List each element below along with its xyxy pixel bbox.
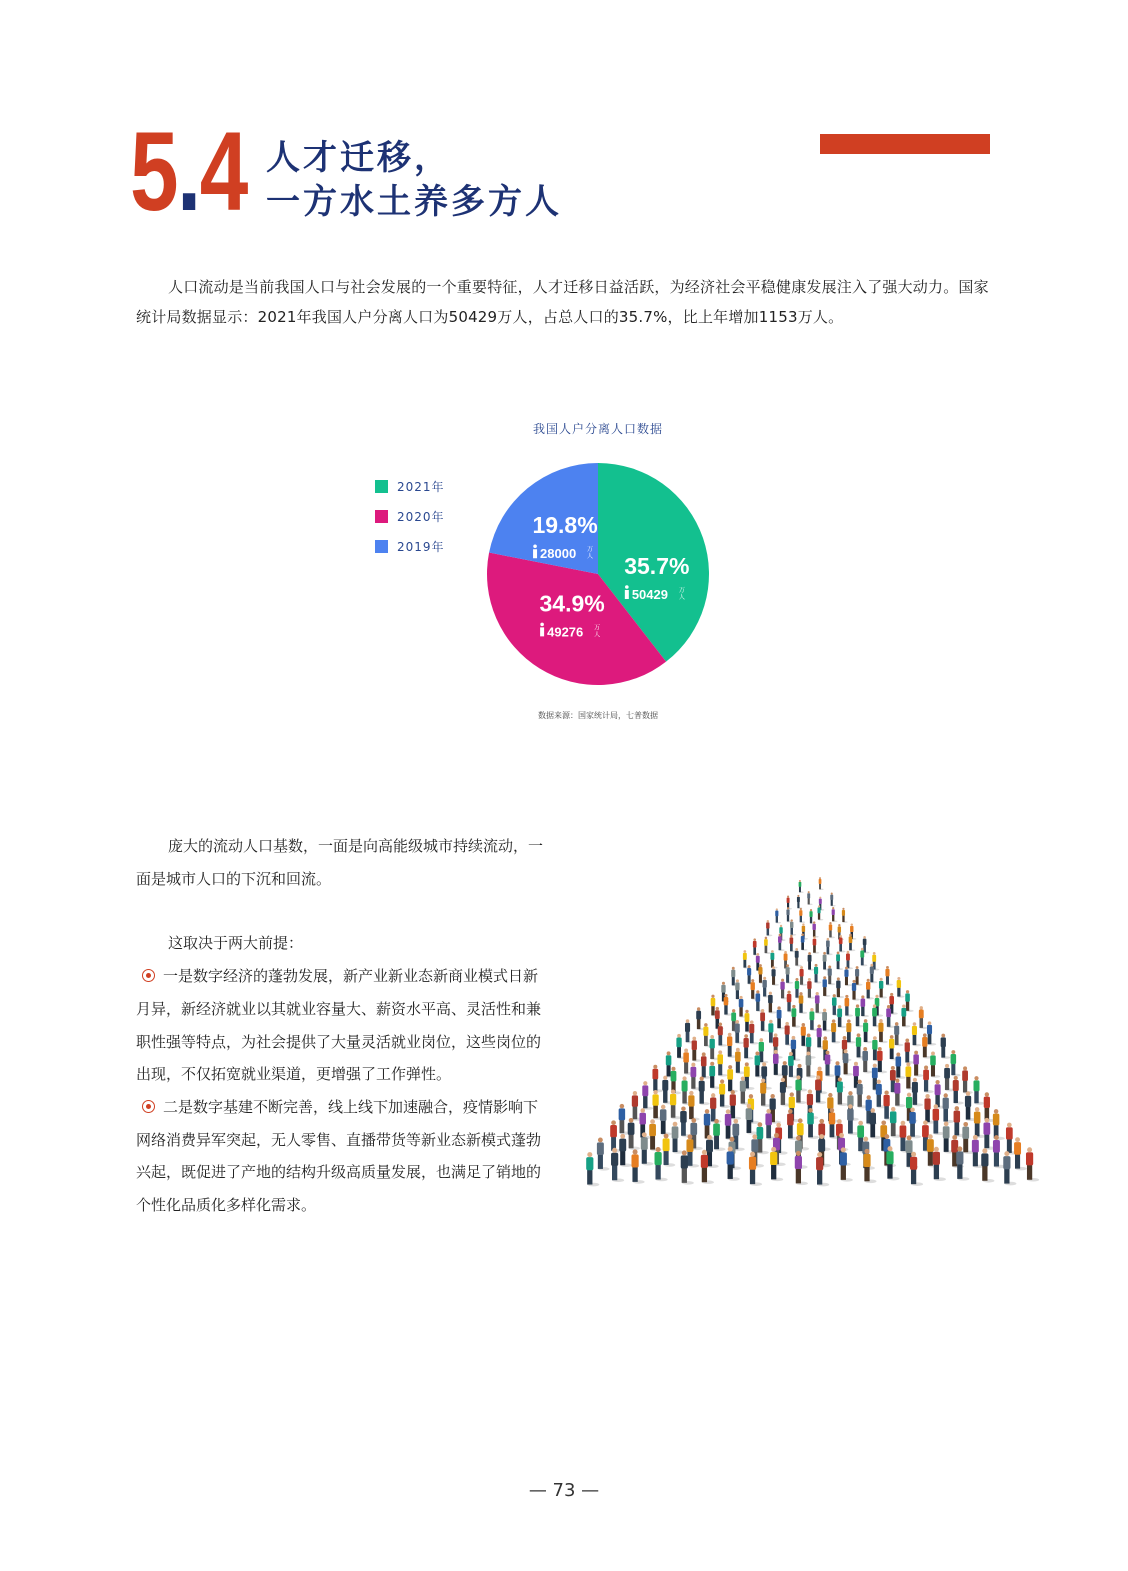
crowd-person xyxy=(768,992,776,1014)
crowd-person xyxy=(749,1020,758,1044)
crowd-person xyxy=(836,952,843,970)
legend-item-2020 xyxy=(375,501,445,531)
crowd-person xyxy=(814,964,822,984)
crowd-person xyxy=(799,880,804,893)
crowd-person xyxy=(771,966,779,986)
pie-unit-label: 人 xyxy=(678,594,685,601)
crowd-person xyxy=(685,1019,694,1043)
person-icon xyxy=(540,623,544,637)
bullet-item-2 xyxy=(136,1091,548,1222)
crowd-person xyxy=(879,978,887,999)
crowd-person xyxy=(806,1052,816,1078)
legend-label-2019: 2019年 xyxy=(397,539,445,554)
pie-percent-label: 34.9% xyxy=(539,590,605,617)
crowd-person xyxy=(829,922,835,938)
crowd-person xyxy=(786,964,794,984)
pie-unit-label: 人 xyxy=(594,631,601,639)
pie-unit-label: 万 xyxy=(678,587,685,594)
pie-percent-label: 35.7% xyxy=(624,553,690,579)
crowd-person xyxy=(777,1006,786,1029)
crowd-person xyxy=(878,1019,887,1043)
crowd-person xyxy=(1014,1137,1027,1170)
crowd-person xyxy=(730,1090,741,1120)
crowd-person xyxy=(837,1005,846,1028)
crowd-person xyxy=(775,908,781,923)
bullet-icon xyxy=(142,969,155,982)
crowd-person xyxy=(855,966,863,986)
section-digit-1: 5 xyxy=(130,109,178,234)
crowd-person xyxy=(799,908,805,923)
crowd-person xyxy=(812,921,818,937)
crowd-person xyxy=(863,1019,872,1043)
crowd-person xyxy=(759,1038,769,1063)
crowd-person xyxy=(586,1152,599,1186)
crowd-person xyxy=(756,990,764,1012)
crowd-person xyxy=(844,967,852,987)
crowd-person xyxy=(846,1019,855,1043)
crowd-person xyxy=(1026,1147,1039,1181)
crowd-person xyxy=(815,992,823,1014)
crowd-person xyxy=(718,1023,727,1047)
pie-unit-label: 万 xyxy=(587,546,594,554)
crowd-person xyxy=(840,1147,853,1181)
pie-value-label: 50429 xyxy=(631,587,668,602)
crowd-person xyxy=(973,1076,984,1105)
crowd-person xyxy=(764,937,771,954)
pie-value-label: 49276 xyxy=(547,624,584,640)
body-text xyxy=(136,830,548,1222)
crowd-person xyxy=(910,1152,923,1186)
crowd-person xyxy=(688,1091,699,1121)
crowd-person xyxy=(909,1107,921,1138)
crowd-person xyxy=(795,948,802,966)
body-paragraph-2 xyxy=(136,927,548,960)
crowd-person xyxy=(930,1051,940,1077)
pie-unit-label: 人 xyxy=(587,553,594,561)
crowd-person xyxy=(797,895,802,909)
crowd-person xyxy=(951,1050,961,1076)
pie-value-label: 28000 xyxy=(540,546,577,562)
legend-label-2021: 2021年 xyxy=(397,479,445,494)
crowd-person xyxy=(773,1050,783,1076)
pie-unit-label: 万 xyxy=(594,624,601,632)
crowd-person xyxy=(933,1104,945,1135)
crowd-person xyxy=(919,1006,928,1029)
legend-swatch-2021 xyxy=(375,480,388,493)
crowd-person xyxy=(836,977,844,998)
bullet-item-1-text: 一是数字经济的蓬勃发展，新产业新业态新商业模式日新月异，新经济就业以其就业容量大、薪资水平高、灵活性和兼职性强等特点，为社会提供了大量灵活就业岗位，这些岗位的出现，不仅拓宽就业渠道，更增强了工作弹性。 xyxy=(136,967,542,1084)
crowd-person xyxy=(843,1049,853,1075)
legend-swatch-2019 xyxy=(375,540,388,553)
section-digit-2: 4 xyxy=(199,109,247,234)
crowd-person xyxy=(735,1048,745,1074)
crowd-person xyxy=(839,935,846,952)
crowd-person xyxy=(837,1077,848,1106)
crowd-person xyxy=(943,1093,954,1123)
crowd-person xyxy=(897,977,905,998)
crowd-person xyxy=(819,877,824,890)
crowd-person xyxy=(597,1138,610,1171)
crowd-person xyxy=(807,891,812,905)
crowd-person xyxy=(1003,1151,1016,1185)
body-paragraph-2-text: 这取决于两大前提： xyxy=(168,934,304,953)
crowd-person xyxy=(808,952,815,970)
crowd-person xyxy=(886,1146,899,1180)
chart-legend xyxy=(375,471,445,561)
crowd-person xyxy=(717,1050,727,1076)
crowd-person xyxy=(828,966,836,986)
bullet-icon xyxy=(142,1100,155,1113)
crowd-person xyxy=(791,1005,800,1028)
crowd-person xyxy=(760,1009,769,1032)
crowd-person xyxy=(692,1037,702,1062)
crowd-person xyxy=(807,1108,819,1139)
chart-source: 数据来源：国家统计局，七普数据 xyxy=(538,711,658,720)
crowd-person xyxy=(894,1079,905,1108)
crowd-person xyxy=(832,907,838,922)
crowd-person xyxy=(713,1119,725,1151)
crowd-person xyxy=(826,938,833,955)
crowd-person xyxy=(790,935,797,952)
crowd-person xyxy=(877,1047,887,1073)
crowd-person xyxy=(753,938,760,955)
crowd-person xyxy=(862,1047,872,1073)
crowd-person xyxy=(699,1077,710,1106)
crowd-person xyxy=(896,1053,906,1079)
crowd-person xyxy=(885,966,893,986)
crowd-person xyxy=(993,1109,1005,1140)
crowd-person xyxy=(927,1021,936,1045)
crowd-person xyxy=(807,978,815,999)
person-icon xyxy=(625,585,629,599)
crowd-person xyxy=(770,950,777,968)
section-title-line-1: 人才迁移， xyxy=(266,138,451,178)
crowd-illustration xyxy=(580,870,1040,1190)
section-number xyxy=(130,109,247,234)
crowd-person xyxy=(735,1020,744,1044)
page-number: — 73 — xyxy=(528,1480,600,1501)
crowd-person xyxy=(863,1149,876,1183)
accent-bar xyxy=(820,134,990,154)
crowd-person xyxy=(649,1119,661,1151)
crowd-person xyxy=(628,1118,640,1150)
crowd-person xyxy=(766,920,772,936)
crowd-person xyxy=(800,966,808,986)
crowd-person xyxy=(813,936,820,953)
crowd-person xyxy=(912,1078,923,1107)
crowd-person xyxy=(962,1066,973,1094)
crowd-person xyxy=(953,1076,964,1105)
crowd-person xyxy=(845,995,853,1017)
crowd-person xyxy=(652,1065,663,1093)
pie-chart xyxy=(480,456,716,692)
crowd-person xyxy=(822,1009,831,1032)
crowd-person xyxy=(905,990,913,1012)
crowd-person xyxy=(825,1051,835,1077)
section-dot: . xyxy=(177,109,200,234)
crowd-person xyxy=(799,992,807,1014)
person-icon xyxy=(533,544,537,558)
legend-swatch-2020 xyxy=(375,510,388,523)
crowd-person xyxy=(696,1007,705,1030)
crowd-person xyxy=(724,994,732,1016)
legend-item-2021 xyxy=(375,471,445,501)
legend-item-2019 xyxy=(375,531,445,561)
crowd-person xyxy=(830,893,835,907)
body-paragraph-1-text: 庞大的流动人口基数，一面是向高能级城市持续流动，一面是城市人口的下沉和回流。 xyxy=(136,837,544,888)
bullet-item-2-text: 二是数字基建不断完善，线上线下加速融合，疫情影响下网络消费异军突起，无人零售、直播带货等新业态新模式蓬勃兴起，既促进了产地的结构升级高质量发展，也满足了销地的个性化品质化多样化需求。 xyxy=(136,1097,542,1215)
intro-paragraph xyxy=(136,272,996,332)
legend-label-2020: 2020年 xyxy=(397,509,445,524)
crowd-person xyxy=(870,1108,882,1139)
crowd-person xyxy=(842,908,848,923)
chart-title: 我国人户分离人口数据 xyxy=(532,422,663,436)
section-title-line-2: 一方水土养多方人 xyxy=(266,182,562,222)
bullet-item-1 xyxy=(136,960,548,1091)
section-title xyxy=(266,136,562,224)
crowd-person xyxy=(710,1093,721,1123)
crowd-person xyxy=(660,1105,672,1136)
crowd-person xyxy=(790,919,796,935)
body-paragraph-1 xyxy=(136,830,548,895)
intro-text: 人口流动是当前我国人口与社会发展的一个重要特征，人才迁移日益活跃，为经济社会平稳健康发展注入了强大动力。国家统计局数据显示：2021年我国人户分离人口为50429万人，占总人口的35.7%，比上年增加1153万人。 xyxy=(136,278,989,326)
pie-percent-label: 19.8% xyxy=(532,512,598,539)
crowd-person xyxy=(642,1081,653,1110)
crowd-person xyxy=(846,951,853,969)
crowd-person xyxy=(981,1148,994,1182)
crowd-person xyxy=(913,1051,923,1077)
crowd-person xyxy=(941,1034,951,1059)
